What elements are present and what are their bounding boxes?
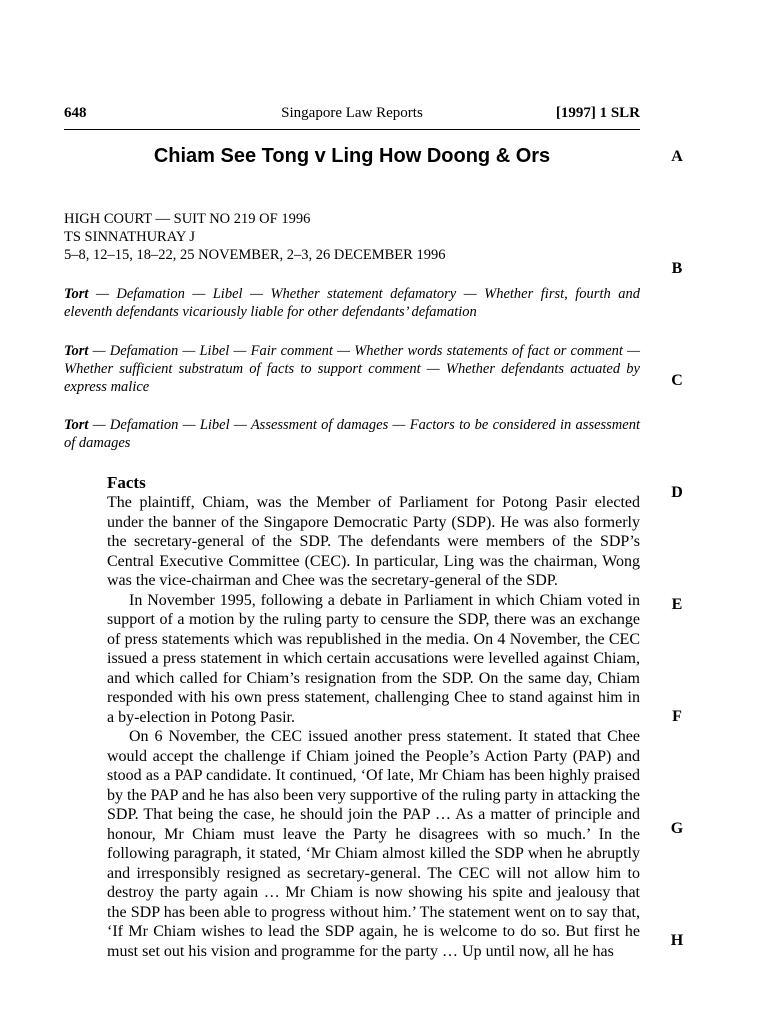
header-rule (64, 129, 640, 130)
catchword-keyword: Tort (64, 343, 89, 359)
margin-letter-b: B (671, 260, 683, 277)
margin-letter-f: F (672, 708, 682, 725)
catchword-2 (64, 342, 640, 396)
judge-line: TS SINNATHURAY J (64, 229, 196, 245)
catchword-3 (64, 416, 640, 452)
report-citation: [1997] 1 SLR (555, 105, 640, 121)
margin-letter-e: E (671, 596, 683, 613)
facts-heading: Facts (107, 473, 146, 492)
facts-paragraph: On 6 November, the CEC issued another press statement. It stated that Chee would accept the challenge if Chiam joined the People’s Action Party (PAP) and stood as a PAP candidate. It continued, ‘Of late, Mr Chiam has been highly praised by the PAP and he has also been very supportive of the ruling party in attacking the SDP. That being the case, he should join the PAP … As a matter of principle and honour, Mr Chiam must leave the Party he disagrees with so much.’ In the following paragraph, it stated, ‘Mr Chiam almost killed the SDP when he abruptly and irresponsibly resigned as secretary-general. The CEC will not allow him to destroy the party again … Mr Chiam is now showing his spite and jealousy that the SDP has been able to progress without him.’ The statement went on to say that, ‘If Mr Chiam wishes to lead the SDP again, he is welcome to do so. But first he must set out his vision and programme for the party … Up until now, all he has (107, 728, 640, 960)
margin-letter-d: D (671, 484, 683, 501)
catchword-text: — Defamation — Libel — Fair comment — Whether words statements of fact or comment — Whether sufficient substratum of facts to support comment — Whether defendants actuated by express malice (64, 343, 640, 395)
hearing-dates: 5–8, 12–15, 18–22, 25 NOVEMBER, 2–3, 26 DECEMBER 1996 (64, 247, 446, 263)
margin-letter-c: C (671, 372, 683, 389)
catchword-keyword: Tort (64, 417, 89, 433)
margin-letter-g: G (670, 820, 684, 837)
page-number: 648 (64, 105, 87, 121)
running-header (64, 105, 640, 125)
catchword-text: — Defamation — Libel — Whether statement defamatory — Whether first, fourth and eleventh defendants vicariously liable for other defendants’ defamation (64, 286, 640, 320)
facts-paragraph: The plaintiff, Chiam, was the Member of Parliament for Potong Pasir elected under the banner of the Singapore Democratic Party (SDP). He was also formerly the secretary-general of the SDP. The defendants were members of the SDP’s Central Executive Committee (CEC). In particular, Ling was the chairman, Wong was the vice-chairman and Chee was the secretary-general of the SDP. (107, 494, 640, 589)
facts-paragraph: In November 1995, following a debate in Parliament in which Chiam voted in support of a motion by the ruling party to censure the SDP, there was an exchange of press statements which was republished in the media. On 4 November, the CEC issued a press statement in which certain accusations were levelled against Chiam, and which called for Chiam’s resignation from the SDP. On the same day, Chiam responded with his own press statement, challenging Chee to stand against him in a by-election in Potong Pasir. (107, 591, 640, 726)
journal-name: Singapore Law Reports (281, 105, 423, 121)
catchword-text: — Defamation — Libel — Assessment of damages — Factors to be considered in assessment of damages (64, 417, 640, 451)
case-title: Chiam See Tong v Ling How Doong & Ors (153, 145, 551, 167)
court-info (64, 210, 445, 264)
facts-section (107, 472, 640, 961)
catchword-keyword: Tort (64, 286, 89, 302)
court-line: HIGH COURT — SUIT NO 219 OF 1996 (64, 211, 311, 227)
catchword-1 (64, 285, 640, 321)
margin-letter-h: H (670, 932, 684, 949)
margin-letter-a: A (671, 148, 683, 165)
